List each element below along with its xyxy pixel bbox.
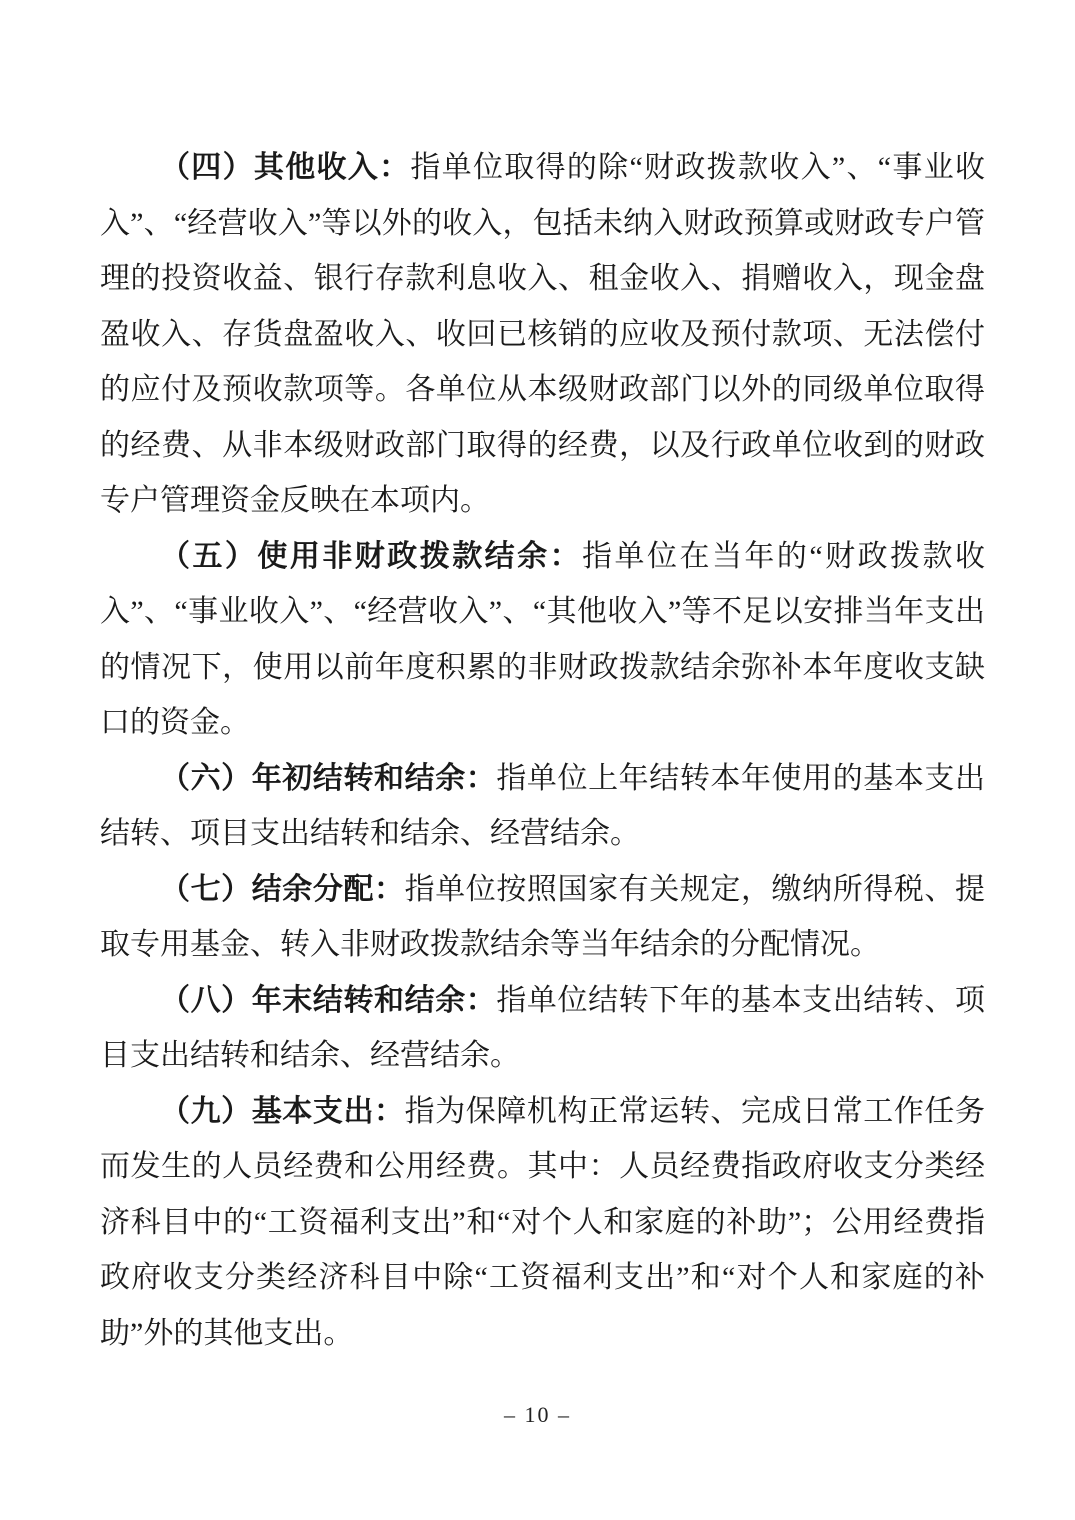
paragraph-beginning-year-carryover xyxy=(100,751,985,862)
paragraph-text: 指为保障机构正常运转、完成日常工作任务而发生的人员经费和公用经费。其中：人员经费指政府收支分类经济科目中的“工资福利支出”和“对个人和家庭的补助”；公用经费指政府收支分类经济科目中除“工资福利支出”和“对个人和家庭的补助”外的其他支出。 xyxy=(100,1094,986,1350)
paragraph-other-income xyxy=(100,140,985,529)
paragraph-lead: （六）年初结转和结余： xyxy=(160,761,497,795)
document-body xyxy=(100,140,985,1361)
paragraph-lead: （七）结余分配： xyxy=(160,872,405,906)
paragraph-surplus-distribution xyxy=(100,862,985,973)
paragraph-text: 指单位取得的除“财政拨款收入”、“事业收入”、“经营收入”等以外的收入，包括未纳入财政预算或财政专户管理的投资收益、银行存款利息收入、租金收入、捐赠收入，现金盘盈收入、存货盘盈收入、收回已核销的应收及预付款项、无法偿付的应付及预收款项等。各单位从本级财政部门以外的同级单位取得的经费、从非本级财政部门取得的经费，以及行政单位收到的财政专户管理资金反映在本项内。 xyxy=(100,151,985,517)
paragraph-lead: （八）年末结转和结余： xyxy=(160,983,497,1017)
paragraph-lead: （四）其他收入： xyxy=(160,151,411,184)
paragraph-text: 指单位在当年的“财政拨款收入”、“事业收入”、“经营收入”、“其他收入”等不足以安排当年支出的情况下，使用以前年度积累的非财政拨款结余弥补本年度收支缺口的资金。 xyxy=(100,539,985,739)
paragraph-lead: （九）基本支出： xyxy=(160,1094,405,1128)
paragraph-text: 指单位结转下年的基本支出结转、项目支出结转和结余、经营结余。 xyxy=(100,983,986,1072)
paragraph-text: 指单位上年结转本年使用的基本支出结转、项目支出结转和结余、经营结余。 xyxy=(100,761,986,850)
paragraph-lead: （五）使用非财政拨款结余： xyxy=(160,539,583,573)
paragraph-text: 指单位按照国家有关规定，缴纳所得税、提取专用基金、转入非财政拨款结余等当年结余的分配情况。 xyxy=(100,872,986,961)
paragraph-year-end-carryover xyxy=(100,973,985,1084)
paragraph-use-of-nonfiscal-surplus xyxy=(100,529,985,751)
paragraph-basic-expenditure xyxy=(100,1084,985,1362)
page-number: – 10 – xyxy=(504,1402,571,1427)
